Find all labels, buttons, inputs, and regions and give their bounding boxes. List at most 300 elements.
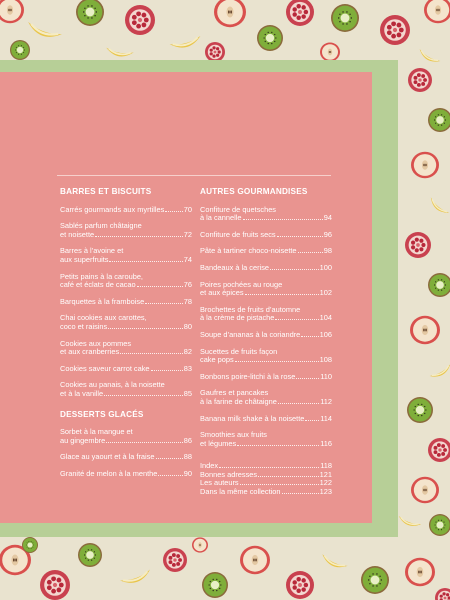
kiwi-seed — [91, 17, 92, 18]
kiwi-seed — [444, 123, 445, 124]
toc-entry-title: à la crème de pistache — [200, 313, 275, 323]
toc-entry-line — [200, 373, 332, 382]
dot-leader — [108, 328, 183, 329]
toc-entry-title: Poires pochées au rouge — [200, 279, 283, 289]
apple-seed — [255, 559, 257, 562]
apple-core — [198, 542, 202, 547]
pomegranate-seed — [47, 585, 52, 590]
pomegranate-seed — [397, 33, 402, 38]
pomegranate-seed — [296, 4, 300, 8]
apple-seed — [199, 544, 200, 546]
kiwi-seed — [438, 529, 439, 530]
kiwi-seed — [18, 45, 19, 46]
kiwi-seed — [94, 558, 95, 559]
kiwi-core — [371, 576, 380, 585]
toc-entry-title: Sablés parfum châtaigne — [60, 221, 142, 231]
pomegranate-seed — [132, 15, 137, 20]
section-heading: DESSERTS GLACÉS — [60, 409, 144, 419]
toc-entry — [200, 264, 332, 273]
pomegranate-seed — [138, 18, 142, 22]
pomegranate-seed — [397, 23, 402, 28]
kiwi-seed — [369, 576, 370, 577]
toc-entry-line — [200, 415, 332, 424]
kiwi-seed — [268, 32, 269, 33]
kiwi-seed — [88, 549, 89, 550]
pomegranate-seed — [419, 239, 423, 243]
kiwi-seed — [339, 21, 340, 22]
kiwi-seed — [415, 406, 416, 407]
kiwi-seed — [435, 281, 436, 282]
kiwi-seed — [376, 585, 377, 586]
toc-left-column — [60, 188, 192, 486]
pomegranate-seed — [441, 444, 445, 448]
kiwi-seed — [418, 415, 419, 416]
pomegranate-seed — [176, 562, 180, 566]
kiwi-seed — [438, 125, 439, 126]
toc-entry-title: Bonbons poire-litchi à la rose — [200, 371, 296, 381]
apple-seed — [228, 10, 230, 13]
dot-leader — [237, 445, 319, 446]
kiwi-seed — [342, 23, 343, 24]
kiwi-seed — [351, 17, 352, 18]
toc-entry-title: Index — [200, 461, 219, 471]
kiwi-seed — [18, 54, 19, 55]
kiwi-icon — [22, 537, 38, 553]
apple-seed — [425, 489, 426, 492]
pomegranate-seed — [414, 76, 418, 80]
toc-entry — [60, 222, 192, 239]
pomegranate-seed — [441, 452, 445, 456]
kiwi-icon — [429, 514, 450, 536]
page-number: 94 — [323, 213, 332, 223]
toc-entry — [200, 348, 332, 365]
kiwi-seed — [435, 288, 436, 289]
toc-entry-title: Barquettes à la framboise — [60, 296, 145, 306]
kiwi-core — [341, 14, 350, 23]
kiwi-seed — [28, 548, 29, 549]
apple-seed — [230, 10, 232, 13]
kiwi-seed — [216, 590, 217, 591]
pomegranate-seed — [59, 583, 64, 588]
page-number: 86 — [183, 435, 192, 445]
pomegranate-icon — [428, 438, 450, 462]
pomegranate-seed — [301, 14, 305, 18]
page-number: 88 — [183, 452, 192, 462]
toc-entry-line — [200, 231, 332, 240]
kiwi-seed — [271, 43, 272, 44]
apple-seed — [10, 9, 11, 12]
pomegranate-seed — [144, 18, 149, 23]
pomegranate-seed — [176, 554, 180, 558]
toc-entry — [60, 365, 192, 374]
kiwi-seed — [379, 583, 380, 584]
kiwi-seed — [438, 520, 439, 521]
kiwi-seed — [414, 409, 415, 410]
toc-entry — [60, 340, 192, 357]
kiwi-seed — [33, 542, 34, 543]
kiwi-seed — [435, 527, 436, 528]
page-number: 123 — [319, 487, 332, 497]
toc-entry-title: Confiture de quetsches — [200, 204, 277, 214]
kiwi-seed — [372, 585, 373, 586]
dot-leader — [277, 236, 323, 237]
kiwi-icon — [407, 397, 433, 423]
kiwi-seed — [94, 8, 95, 9]
toc-entry-line — [60, 348, 192, 357]
kiwi-icon — [202, 572, 228, 598]
toc-entry-title: Pâte à tartiner choco-noisette — [200, 246, 297, 256]
pomegranate-icon — [125, 5, 155, 35]
kiwi-seed — [441, 290, 442, 291]
kiwi-seed — [91, 5, 92, 6]
kiwi-seed — [274, 34, 275, 35]
toc-entry-title: Cookies aux pommes — [60, 338, 132, 348]
pomegranate-seed — [53, 583, 57, 587]
toc-entry — [200, 247, 332, 256]
toc-entry — [60, 428, 192, 445]
pomegranate-seed — [391, 21, 396, 26]
pomegranate-seed — [391, 34, 396, 39]
kiwi-seed — [83, 11, 84, 12]
kiwi-seed — [441, 114, 442, 115]
banana-peel — [427, 197, 449, 217]
kiwi-seed — [275, 37, 276, 38]
toc-entry-line — [60, 206, 192, 215]
kiwi-seed — [33, 547, 34, 548]
apple-core — [252, 555, 259, 565]
kiwi-seed — [381, 579, 382, 580]
kiwi-seed — [219, 581, 220, 582]
dot-leader — [245, 294, 319, 295]
kiwi-seed — [349, 21, 350, 22]
dot-leader — [151, 370, 183, 371]
pomegranate-seed — [172, 553, 176, 557]
apple-icon — [405, 558, 435, 587]
pomegranate-icon — [205, 42, 225, 62]
toc-entry — [200, 389, 332, 406]
pomegranate-seed — [298, 10, 302, 14]
apple-seed — [436, 9, 437, 12]
toc-entry-line — [60, 281, 192, 290]
page-number: 85 — [183, 388, 192, 398]
toc-entry — [60, 247, 192, 264]
kiwi-icon — [331, 4, 359, 32]
toc-entry-title: Chai cookies aux carottes, — [60, 313, 147, 323]
toc-entry-title: Dans la même collection — [200, 487, 281, 497]
pomegranate-seed — [446, 593, 449, 596]
kiwi-seed — [88, 560, 89, 561]
page-number: 116 — [320, 438, 332, 448]
toc-entry-title: Banana milk shake à la noisette — [200, 413, 305, 423]
toc-entry — [60, 273, 192, 290]
toc-entry — [200, 281, 332, 298]
banana-icon — [120, 570, 153, 588]
pomegranate-seed — [210, 49, 213, 52]
toc-entry-title: Bonnes adresses — [200, 469, 258, 479]
pomegranate-seed — [399, 28, 404, 33]
pomegranate-seed — [434, 446, 438, 450]
toc-entry — [60, 314, 192, 331]
index-list — [200, 462, 332, 496]
pomegranate-seed — [142, 23, 147, 28]
page-number: 74 — [183, 254, 192, 264]
kiwi-seed — [435, 524, 436, 525]
kiwi-seed — [23, 52, 24, 53]
kiwi-seed — [219, 588, 220, 589]
kiwi-seed — [84, 8, 85, 9]
pomegranate-seed — [132, 20, 137, 25]
banana-peel — [417, 49, 440, 66]
pomegranate-seed — [414, 80, 418, 84]
toc-entry-line — [60, 323, 192, 332]
banana-icon — [430, 364, 450, 381]
pomegranate-seed — [304, 583, 308, 587]
kiwi-seed — [21, 45, 22, 46]
kiwi-seed — [216, 579, 217, 580]
section-heading: AUTRES GOURMANDISES — [200, 187, 308, 196]
page-number: 108 — [319, 355, 332, 365]
pomegranate-seed — [298, 583, 302, 587]
kiwi-icon — [428, 273, 450, 297]
apple-seed — [329, 51, 330, 53]
kiwi-seed — [23, 47, 24, 48]
pomegranate-seed — [304, 10, 308, 14]
kiwi-seed — [443, 527, 444, 528]
pomegranate-seed — [417, 83, 421, 87]
pomegranate-seed — [292, 12, 296, 16]
kiwi-seed — [421, 415, 422, 416]
toc-entry-title: Soupe d’ananas à la coriandre — [200, 329, 301, 339]
pomegranate-icon — [163, 548, 187, 572]
toc-entry-title: et à la vanille — [60, 388, 104, 398]
pomegranate-seed — [178, 558, 182, 562]
pomegranate-seed — [421, 82, 425, 86]
pomegranate-icon — [435, 588, 450, 600]
toc-entry-title: aux superfruits — [60, 254, 109, 264]
banana-icon — [397, 516, 421, 529]
kiwi-seed — [27, 547, 28, 548]
dot-leader — [298, 252, 323, 253]
kiwi-seed — [16, 52, 17, 53]
toc-right-column — [200, 188, 332, 497]
kiwi-seed — [31, 548, 32, 549]
pomegranate-seed — [444, 597, 447, 600]
toc-entry-title: et aux cranberries — [60, 347, 120, 357]
pomegranate-seed — [212, 54, 215, 57]
toc-entry-title: et légumes — [200, 438, 237, 448]
pomegranate-seed — [218, 50, 221, 53]
kiwi-icon — [428, 108, 450, 132]
dot-leader — [258, 476, 319, 477]
kiwi-seed — [87, 17, 88, 18]
page-number: 118 — [320, 461, 332, 471]
kiwi-seed — [94, 15, 95, 16]
kiwi-seed — [379, 576, 380, 577]
toc-entry — [200, 373, 332, 382]
kiwi-seed — [434, 119, 435, 120]
toc-entry-line — [200, 488, 332, 497]
page-number: 112 — [320, 396, 332, 406]
page-number: 122 — [319, 478, 332, 488]
pomegranate-seed — [301, 587, 305, 591]
kiwi-seed — [220, 584, 221, 585]
pomegranate-seed — [292, 585, 296, 589]
kiwi-seed — [85, 558, 86, 559]
dot-leader — [219, 467, 319, 468]
kiwi-seed — [94, 551, 95, 552]
toc-entry-title: Brochettes de fruits d’automne — [200, 304, 301, 314]
kiwi-seed — [438, 114, 439, 115]
kiwi-seed — [26, 545, 27, 546]
apple-core — [417, 567, 424, 577]
pomegranate-icon — [405, 232, 431, 258]
pomegranate-seed — [296, 577, 300, 581]
toc-entry-title: Sorbet à la mangue et — [60, 427, 133, 437]
apple-seed — [15, 558, 17, 561]
toc-entry — [200, 306, 332, 323]
pomegranate-seed — [57, 578, 62, 583]
kiwi-seed — [27, 542, 28, 543]
toc-entry — [200, 431, 332, 448]
kiwi-seed — [268, 43, 269, 44]
toc-entry-line — [60, 365, 192, 374]
kiwi-seed — [349, 14, 350, 15]
toc-entry-line — [200, 289, 332, 298]
toc-entry-title: Smoothies aux fruits — [200, 430, 267, 440]
toc-entry-title: Sucettes de fruits façon — [200, 346, 278, 356]
banana-peel — [320, 554, 348, 572]
apple-seed — [423, 329, 425, 332]
kiwi-seed — [418, 404, 419, 405]
kiwi-seed — [376, 573, 377, 574]
pomegranate-icon — [40, 570, 70, 600]
toc-entry-title: Confiture de fruits secs — [200, 229, 276, 239]
dot-leader — [301, 336, 318, 337]
toc-entry — [60, 381, 192, 398]
kiwi-seed — [213, 579, 214, 580]
toc-entry — [60, 298, 192, 307]
kiwi-icon — [257, 25, 283, 51]
kiwi-seed — [444, 281, 445, 282]
dot-leader — [120, 353, 183, 354]
kiwi-core — [436, 281, 444, 289]
pomegranate-seed — [423, 78, 427, 82]
toc-entry-line — [200, 247, 332, 256]
apple-core — [422, 485, 428, 495]
toc-entry — [60, 470, 192, 479]
kiwi-seed — [209, 584, 210, 585]
apple-seed — [420, 571, 422, 574]
banana-icon — [427, 197, 449, 217]
page-number: 104 — [319, 313, 332, 323]
page-number: 106 — [319, 329, 332, 339]
kiwi-seed — [441, 529, 442, 530]
pomegranate-seed — [419, 247, 423, 251]
kiwi-seed — [346, 23, 347, 24]
toc-entry — [200, 331, 332, 340]
kiwi-seed — [210, 588, 211, 589]
kiwi-seed — [438, 279, 439, 280]
dot-leader — [282, 493, 319, 494]
toc-entry-line — [60, 256, 192, 265]
apple-seed — [438, 9, 439, 12]
toc-entry-title: et noisette — [60, 229, 95, 239]
kiwi-seed — [85, 551, 86, 552]
toc-entry — [200, 231, 332, 240]
banana-peel — [430, 364, 450, 381]
kiwi-seed — [264, 37, 265, 38]
apple-seed — [425, 164, 426, 167]
kiwi-icon — [10, 40, 30, 60]
kiwi-seed — [424, 413, 425, 414]
kiwi-seed — [84, 554, 85, 555]
kiwi-seed — [421, 404, 422, 405]
toc-entry-title: Carrés gourmands aux myrtilles — [60, 204, 165, 214]
toc-entry-title: coco et raisins — [60, 321, 108, 331]
dot-leader — [137, 286, 183, 287]
pomegranate-seed — [393, 28, 397, 32]
toc-entry-title: Barres à l’avoine et — [60, 246, 124, 256]
kiwi-seed — [15, 50, 16, 51]
pomegranate-seed — [434, 450, 438, 454]
kiwi-seed — [96, 11, 97, 12]
page-number: 90 — [183, 468, 192, 478]
apple-core — [435, 5, 441, 15]
kiwi-seed — [16, 47, 17, 48]
kiwi-seed — [91, 549, 92, 550]
toc-entry-line — [200, 331, 332, 340]
kiwi-seed — [84, 15, 85, 16]
apple-icon — [192, 537, 208, 552]
kiwi-seed — [369, 583, 370, 584]
pomegranate-seed — [216, 47, 219, 50]
toc-entry-title: Petits pains à la caroube, — [60, 271, 143, 281]
kiwi-core — [86, 551, 94, 559]
pomegranate-icon — [408, 68, 432, 92]
apple-core — [328, 49, 332, 56]
page-number: 102 — [319, 288, 332, 298]
pomegranate-seed — [411, 245, 415, 249]
kiwi-core — [416, 406, 424, 414]
page-number: 100 — [319, 262, 332, 272]
kiwi-core — [27, 542, 32, 547]
kiwi-seed — [274, 41, 275, 42]
kiwi-seed — [441, 520, 442, 521]
kiwi-seed — [338, 17, 339, 18]
apple-core — [11, 555, 18, 566]
kiwi-seed — [21, 54, 22, 55]
toc-entry — [60, 453, 192, 462]
kiwi-seed — [445, 119, 446, 120]
pomegranate-seed — [438, 448, 441, 451]
toc-entry-title: Glace au yaourt et à la fraise — [60, 452, 155, 462]
pomegranate-seed — [136, 11, 141, 16]
page-number: 98 — [323, 246, 332, 256]
page-number: 76 — [183, 280, 192, 290]
kiwi-seed — [213, 590, 214, 591]
page-number: 70 — [183, 204, 192, 214]
kiwi-seed — [438, 290, 439, 291]
pomegranate-seed — [415, 238, 419, 242]
pomegranate-icon — [286, 0, 314, 26]
pomegranate-seed — [296, 15, 300, 19]
pomegranate-seed — [136, 24, 141, 29]
kiwi-core — [436, 116, 444, 124]
kiwi-seed — [31, 541, 32, 542]
kiwi-seed — [346, 11, 347, 12]
kiwi-icon — [76, 0, 104, 26]
kiwi-core — [266, 34, 274, 42]
